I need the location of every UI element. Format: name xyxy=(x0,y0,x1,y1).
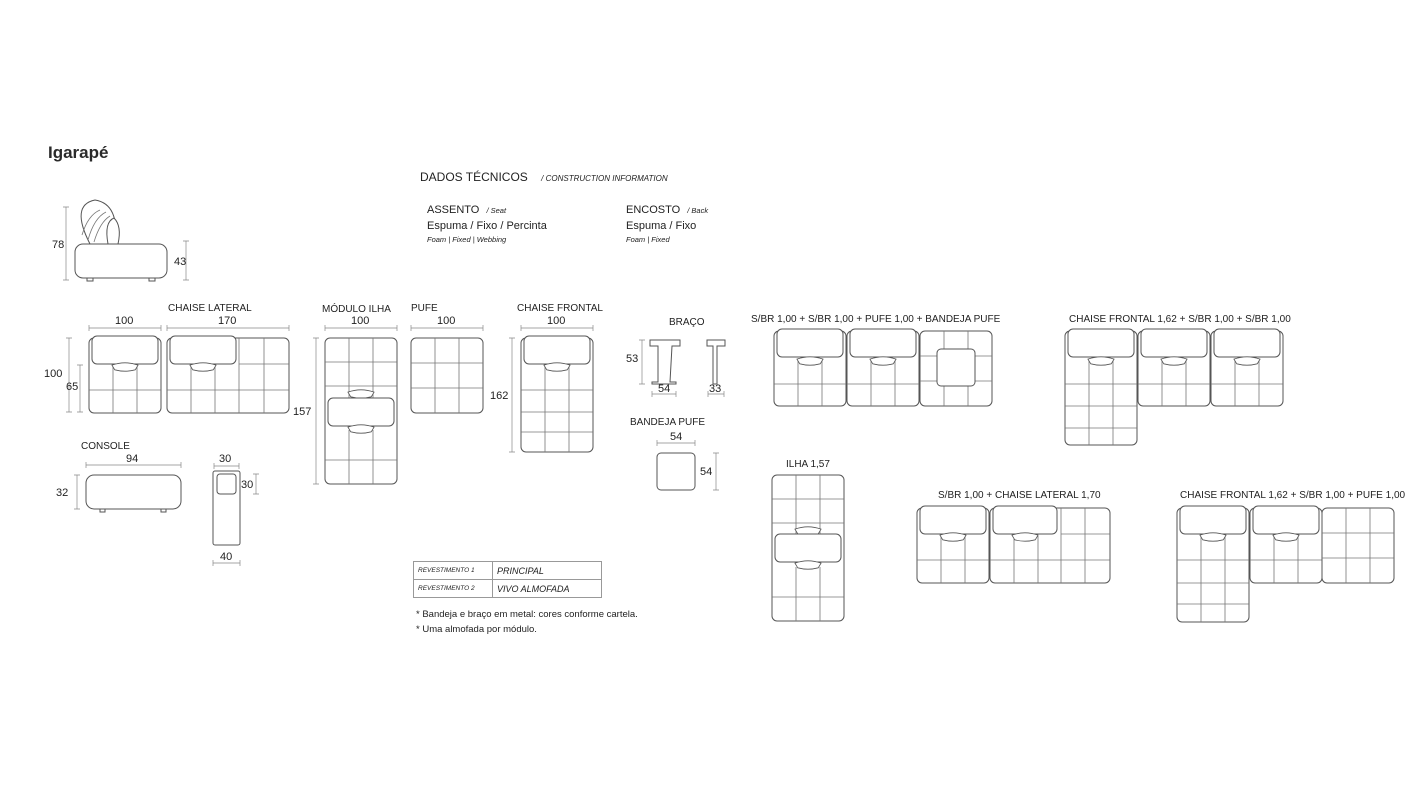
braco-width-2: 33 xyxy=(709,383,722,395)
composition-1 xyxy=(751,314,1001,406)
product-title: Igarapé xyxy=(48,143,109,162)
encosto-values-en: Foam | Fixed xyxy=(626,234,670,244)
modulo-ilha-label: MÓDULO ILHA xyxy=(322,304,391,315)
braco-width-1: 54 xyxy=(658,383,671,395)
composition-3-label: ILHA 1,57 xyxy=(786,459,830,470)
chaise-frontal-width: 100 xyxy=(547,315,566,327)
console-side-depth: 30 xyxy=(241,479,254,491)
composition-4-label: S/BR 1,00 + CHAISE LATERAL 1,70 xyxy=(938,490,1101,501)
chaise-lateral-depth: 100 xyxy=(44,368,63,380)
assento-values-en: Foam | Fixed | Webbing xyxy=(427,234,507,244)
revestimento-value: VIVO ALMOFADA xyxy=(493,580,602,598)
pufe-module xyxy=(411,303,483,413)
assento-values: Espuma / Fixo / Percinta xyxy=(427,219,547,232)
console-bottom-width: 40 xyxy=(220,551,233,563)
chaise-frontal-depth: 162 xyxy=(490,390,509,402)
chaise-lateral-width-1: 100 xyxy=(115,315,134,327)
assento-label: ASSENTO xyxy=(427,204,480,216)
console-height: 32 xyxy=(56,487,69,499)
composition-5-label: CHAISE FRONTAL 1,62 + S/BR 1,00 + PUFE 1,00 xyxy=(1180,490,1406,501)
encosto-values: Espuma / Fixo xyxy=(626,219,697,232)
chaise-frontal-module xyxy=(490,303,603,452)
side-view xyxy=(52,200,189,281)
modulo-ilha-depth: 157 xyxy=(293,406,312,418)
composition-1-label: S/BR 1,00 + S/BR 1,00 + PUFE 1,00 + BANDEJA PUFE xyxy=(751,314,1001,325)
braco-module xyxy=(626,317,725,397)
chaise-lateral-module xyxy=(44,303,289,413)
assento-label-en: / Seat xyxy=(486,206,507,215)
revestimento-key: REVESTIMENTO 2 xyxy=(414,580,493,598)
pufe-width: 100 xyxy=(437,315,456,327)
braco-height: 53 xyxy=(626,353,639,365)
note-cushion: * Uma almofada por módulo. xyxy=(416,624,537,635)
console-label: CONSOLE xyxy=(81,441,130,452)
revestimento-value: PRINCIPAL xyxy=(493,562,602,580)
note-metal: * Bandeja e braço em metal: cores conforme cartela. xyxy=(416,609,638,620)
bandeja-pufe-label: BANDEJA PUFE xyxy=(630,417,706,428)
composition-2-label: CHAISE FRONTAL 1,62 + S/BR 1,00 + S/BR 1,00 xyxy=(1069,314,1291,325)
technical-title: DADOS TÉCNICOS xyxy=(420,170,528,184)
side-height-label: 78 xyxy=(52,239,65,251)
chaise-lateral-label: CHAISE LATERAL xyxy=(168,303,252,314)
technical-title-en: / CONSTRUCTION INFORMATION xyxy=(541,174,668,183)
modulo-ilha-module xyxy=(293,302,397,484)
chaise-lateral-width-2: 170 xyxy=(218,315,237,327)
composition-3 xyxy=(772,459,844,621)
pufe-label: PUFE xyxy=(411,303,438,314)
braco-label: BRAÇO xyxy=(669,317,705,328)
console-top-width: 30 xyxy=(219,453,232,465)
composition-5 xyxy=(1177,490,1406,622)
side-seat-height-label: 43 xyxy=(174,256,187,268)
modulo-ilha-width: 100 xyxy=(351,315,370,327)
encosto-label-en: / Back xyxy=(687,206,709,215)
revestimento-key: REVESTIMENTO 1 xyxy=(414,562,493,580)
console-width: 94 xyxy=(126,453,139,465)
chaise-lateral-seat-depth: 65 xyxy=(66,381,79,393)
composition-4 xyxy=(917,490,1110,583)
composition-2 xyxy=(1065,314,1291,445)
bandeja-pufe-module xyxy=(630,417,719,490)
console-module xyxy=(56,441,259,566)
chaise-frontal-label: CHAISE FRONTAL xyxy=(517,303,603,314)
bandeja-pufe-depth: 54 xyxy=(700,466,713,478)
bandeja-pufe-width: 54 xyxy=(670,431,683,443)
encosto-label: ENCOSTO xyxy=(626,204,681,216)
